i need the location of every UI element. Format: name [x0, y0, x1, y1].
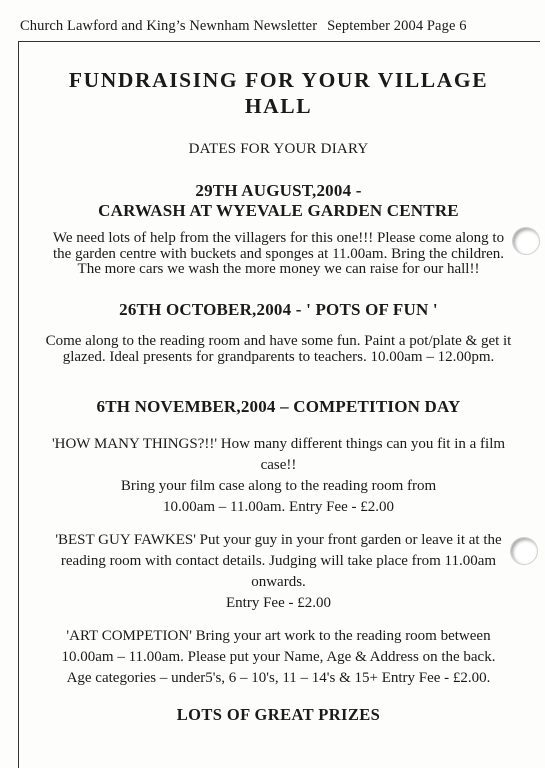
- event-text-line: Come along to the reading room and have some fun. Paint a pot/plate & get it: [45, 333, 512, 349]
- page-title-line: HALL: [244, 94, 313, 118]
- event-heading: [18, 300, 539, 320]
- competition-item: [18, 530, 539, 614]
- newsletter-title: Church Lawford and King’s Newnham Newsletter: [20, 18, 318, 34]
- event-heading-line: 29TH AUGUST,2004 -: [195, 181, 362, 200]
- competition-text-line: 'ART COMPETION' Bring your art work to the reading room between: [66, 628, 491, 644]
- competition-item: [18, 434, 539, 518]
- competition-text-line: 'HOW MANY THINGS?!!' How many different things can you fit in a film: [51, 436, 506, 452]
- event-heading-line: 26TH OCTOBER,2004 - ' POTS OF FUN ': [119, 300, 438, 319]
- closing-line: LOTS OF GREAT PRIZES: [176, 705, 381, 724]
- competition-item: [18, 626, 539, 689]
- subtitle: DATES FOR YOUR DIARY: [188, 141, 369, 157]
- page-title-line: FUNDRAISING FOR YOUR VILLAGE: [68, 68, 489, 92]
- competition-text-line: 'BEST GUY FAWKES' Put your guy in your front garden or leave it at the: [55, 532, 502, 548]
- competition-text-line: reading room with contact details. Judging will take place from 11.00am: [60, 553, 497, 569]
- punch-hole: [512, 227, 540, 255]
- event-description: [18, 231, 539, 278]
- event-description: [18, 334, 539, 365]
- competition-text-line: 10.00am – 11.00am. Entry Fee - £2.00: [162, 499, 395, 515]
- competition-text-line: Entry Fee - £2.00: [226, 595, 331, 611]
- page-title: [18, 67, 539, 119]
- competition-text-line: onwards.: [251, 574, 306, 590]
- event-heading: [18, 181, 539, 221]
- event-heading-line: 6TH NOVEMBER,2004 – COMPETITION DAY: [96, 397, 461, 416]
- event-text-line: The more cars we wash the more money we can raise for our hall!!: [77, 261, 480, 277]
- date-page: September 2004 Page 6: [327, 18, 467, 34]
- competition-text-line: case!!: [260, 457, 297, 473]
- competition-text-line: Bring your film case along to the reading room from: [120, 478, 437, 494]
- event-text-line: glazed. Ideal presents for grandparents to teachers. 10.00am – 12.00pm.: [62, 348, 495, 365]
- newsletter-header: [20, 18, 467, 35]
- competition-text-line: 10.00am – 11.00am. Please put your Name, Age & Address on the back.: [61, 649, 496, 665]
- competition-text-line: Age categories – under5's, 6 – 10's, 11 – 14's & 15+ Entry Fee - £2.00.: [66, 670, 491, 686]
- event-heading-line: CARWASH AT WYEVALE GARDEN CENTRE: [98, 201, 459, 220]
- event-text-line: the garden centre with buckets and sponges at 11.00am. Bring the children.: [53, 245, 504, 262]
- event-text-line: We need lots of help from the villagers for this one!!! Please come along to: [52, 230, 505, 246]
- event-heading: [18, 397, 539, 417]
- punch-hole: [510, 537, 538, 565]
